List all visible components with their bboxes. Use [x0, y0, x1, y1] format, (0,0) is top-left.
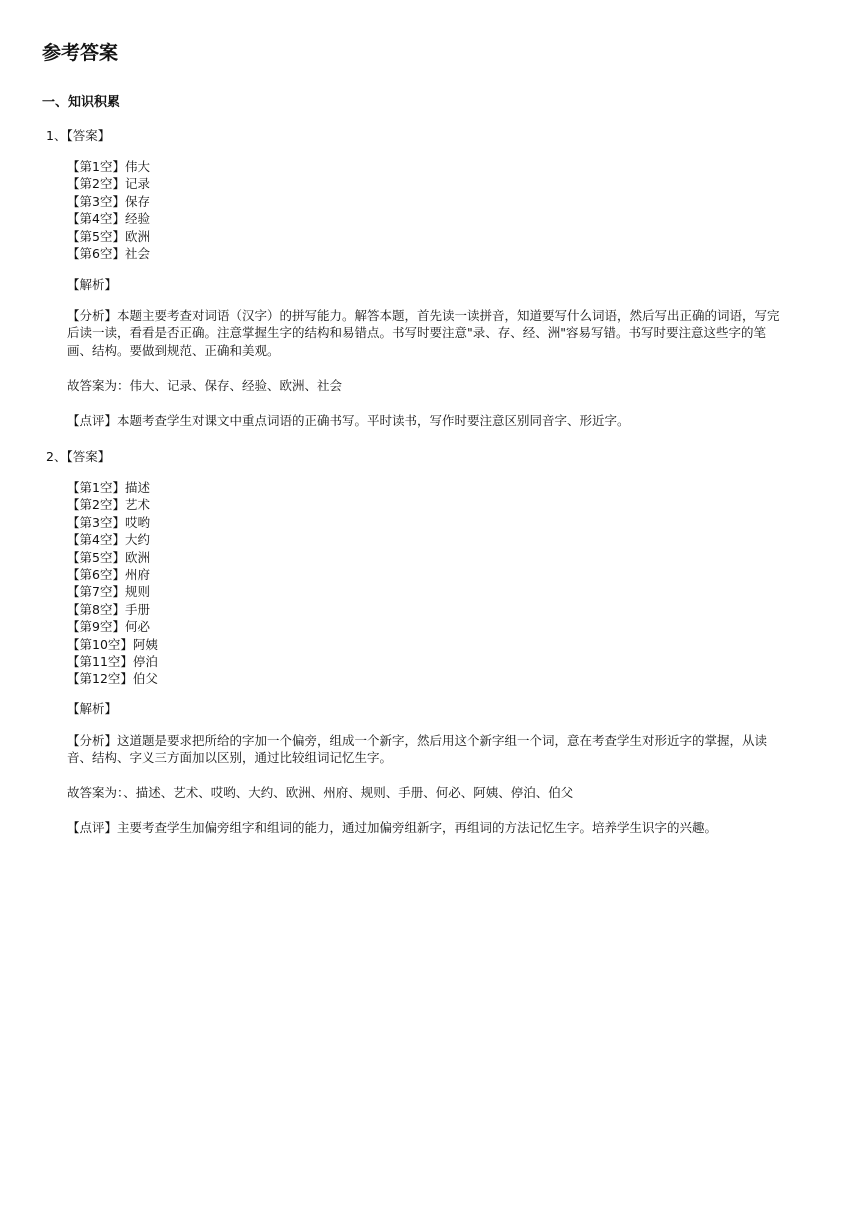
comment-text: 【点评】主要考查学生加偏旁组字和组词的能力，通过加偏旁组新字，再组词的方法记忆生字。培养学生识字的兴趣。 [67, 820, 718, 835]
question-2-header [46, 448, 110, 466]
question-1-blanks [67, 158, 787, 262]
final-answer-text: 故答案为：伟大、记录、保存、经验、欧洲、社会 [67, 378, 343, 393]
analysis-text: 【分析】本题主要考查对词语（汉字）的拼写能力。解答本题，首先读一读拼音，知道要写什么词语，然后写出正确的词语，写完后读一读，看看是否正确。注意掌握生字的结构和易错点。书写时要注意"录、存、经、洲"容易写错。书写时要注意这些字的笔画、结构。要做到规范、正确和美观。 [67, 308, 780, 358]
page-title: 参考答案 [42, 42, 119, 64]
blank-answer: 【第1空】伟大 [67, 159, 150, 174]
section-heading: 一、知识积累 [42, 95, 121, 110]
blank-answer: 【第11空】停泊 [67, 653, 158, 669]
question-number: 1、 [46, 128, 67, 143]
blank-answer: 【第12空】伯父 [67, 671, 158, 687]
analysis-text: 【分析】这道题是要求把所给的字加一个偏旁，组成一个新字，然后用这个新字组一个词，意在考查学生对形近字的掌握，从读音、结构、字义三方面加以区别，通过比较组词记忆生字。 [67, 733, 768, 766]
blank-answer: 【第6空】州府 [67, 566, 150, 582]
blank-answer: 【第6空】社会 [67, 245, 150, 261]
blank-answer: 【第10空】阿姨 [67, 636, 158, 652]
blank-answer: 【第8空】手册 [67, 601, 150, 617]
explanation-label: 【解析】 [67, 277, 118, 292]
answer-label: 【答案】 [66, 128, 111, 143]
question-2-blanks [67, 479, 787, 688]
question-1-header [46, 127, 110, 145]
final-answer-text: 故答案为：、描述、艺术、哎哟、大约、欧洲、州府、规则、手册、何必、阿姨、停泊、伯父 [67, 785, 574, 800]
blank-answer: 【第2空】艺术 [67, 497, 150, 513]
blank-answer: 【第3空】哎哟 [67, 514, 150, 530]
blank-answer: 【第9空】何必 [67, 619, 150, 635]
blank-answer: 【第2空】记录 [67, 176, 150, 192]
blank-answer: 【第4空】经验 [67, 211, 150, 227]
answer-label: 【答案】 [66, 449, 111, 464]
blank-answer: 【第5空】欧洲 [67, 549, 150, 565]
explanation-label: 【解析】 [67, 701, 118, 716]
blank-answer: 【第5空】欧洲 [67, 228, 150, 244]
blank-answer: 【第7空】规则 [67, 584, 150, 600]
comment-text: 【点评】本题考查学生对课文中重点词语的正确书写。平时读书，写作时要注意区别同音字、形近字。 [67, 413, 630, 428]
question-number: 2、 [46, 449, 67, 464]
blank-answer: 【第3空】保存 [67, 193, 150, 209]
blank-answer: 【第4空】大约 [67, 532, 150, 548]
blank-answer: 【第1空】描述 [67, 480, 150, 495]
